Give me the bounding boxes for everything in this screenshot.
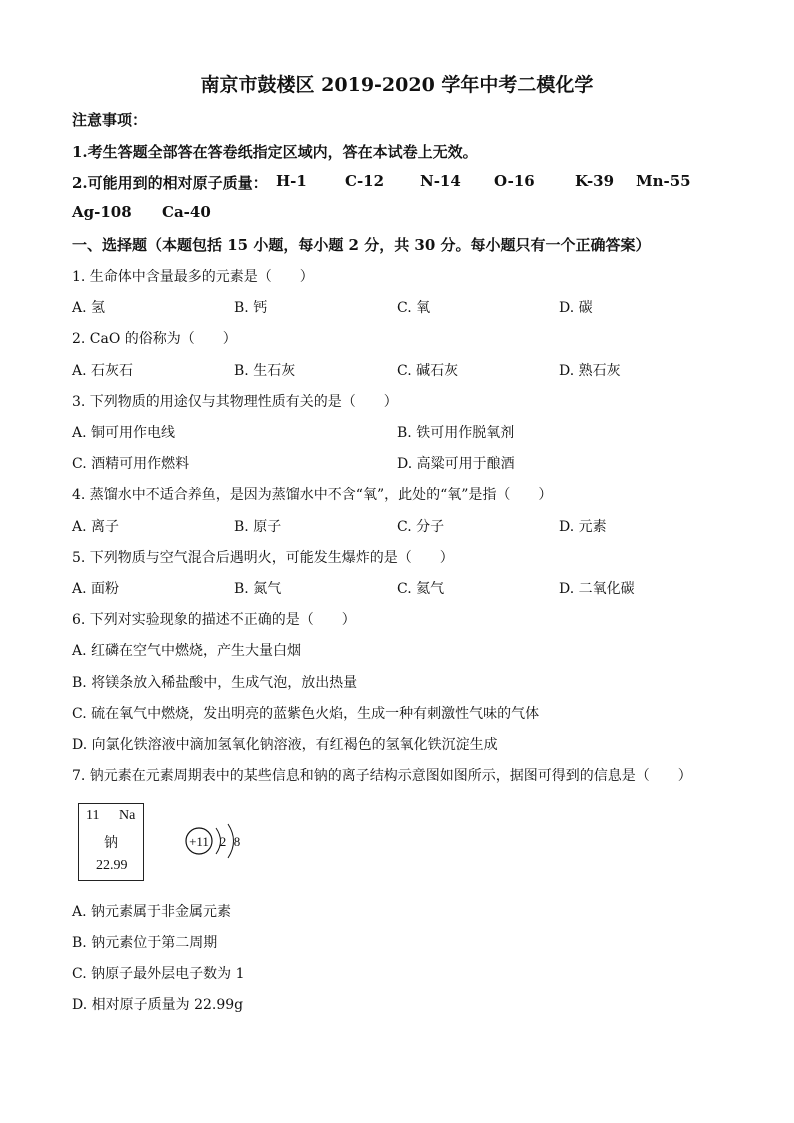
atomic-number: 11 [86, 808, 100, 823]
question-7-stem: 7. 钠元素在元素周期表中的某些信息和钠的离子结构示意图如图所示，据图可得到的信息是（ ） [72, 768, 692, 784]
question-2-options [72, 360, 732, 380]
question-4-stem: 4. 蒸馏水中不适合养鱼，是因为蒸馏水中不含“氧”，此处的“氧”是指（ ） [72, 487, 553, 503]
page-title: 南京市鼓楼区 2019-2020 学年中考二模化学 [200, 74, 594, 96]
question-6-stem: 6. 下列对实验现象的描述不正确的是（ ） [72, 612, 356, 628]
shell-2-electrons: 8 [233, 834, 241, 849]
mass-mn: Mn-55 [636, 172, 691, 190]
option-c: C. 硫在氧气中燃烧，发出明亮的蓝紫色火焰，生成一种有刺激性气味的气体 [72, 706, 540, 722]
option-b: B. 铁可用作脱氧剂 [397, 425, 515, 441]
option-d: D. 向氯化铁溶液中滴加氢氧化钠溶液，有红褐色的氢氧化铁沉淀生成 [72, 737, 498, 753]
question-3-options-row1 [72, 422, 732, 442]
option-a: A. 离子 [72, 519, 120, 535]
question-3-stem: 3. 下列物质的用途仅与其物理性质有关的是（ ） [72, 394, 398, 410]
option-c: C. 分子 [397, 519, 445, 535]
option-d: D. 元素 [559, 519, 607, 535]
option-a: A. 钠元素属于非金属元素 [72, 904, 232, 920]
notes-heading: 注意事项： [72, 111, 148, 129]
mass-ca: Ca-40 [162, 203, 211, 221]
shell-1-electrons: 2 [219, 834, 227, 849]
question-1-stem: 1. 生命体中含量最多的元素是（ ） [72, 269, 314, 285]
option-c: C. 钠原子最外层电子数为 1 [72, 966, 245, 982]
option-b: B. 钙 [234, 300, 268, 316]
question-4-options [72, 516, 732, 536]
option-d: D. 碳 [559, 300, 593, 316]
option-d: D. 熟石灰 [559, 363, 621, 379]
option-b: B. 氮气 [234, 581, 282, 597]
option-c: C. 氦气 [397, 581, 445, 597]
option-b: B. 钠元素位于第二周期 [72, 935, 218, 951]
electron-shell-arc-2 [228, 824, 234, 858]
nucleus-charge: +11 [189, 834, 209, 849]
mass-h: H-1 [276, 172, 307, 190]
option-b: B. 原子 [234, 519, 282, 535]
notes-line-1: 1.考生答题全部答在答卷纸指定区域内，答在本试卷上无效。 [72, 143, 478, 161]
sodium-element-card [78, 803, 144, 881]
question-1-options [72, 297, 732, 317]
option-d: D. 二氧化碳 [559, 581, 635, 597]
question-5-options [72, 578, 732, 598]
option-a: A. 石灰石 [72, 363, 134, 379]
mass-k: K-39 [575, 172, 615, 190]
option-c: C. 碱石灰 [397, 363, 459, 379]
mass-c: C-12 [345, 172, 385, 190]
atomic-mass: 22.99 [96, 858, 128, 873]
question-3-options-row2 [72, 453, 732, 473]
mass-o: O-16 [494, 172, 535, 190]
option-d: D. 相对原子质量为 22.99g [72, 997, 244, 1013]
option-b: B. 将镁条放入稀盐酸中，生成气泡，放出热量 [72, 675, 358, 691]
option-a: A. 铜可用作电线 [72, 425, 176, 441]
section-heading: 一、选择题（本题包括 15 小题，每小题 2 分，共 30 分。每小题只有一个正确答案） [72, 236, 651, 254]
question-2-stem: 2. CaO 的俗称为（ ） [72, 331, 237, 347]
option-c: C. 氧 [397, 300, 431, 316]
option-a: A. 氢 [72, 300, 106, 316]
option-b: B. 生石灰 [234, 363, 296, 379]
sodium-ion-structure-diagram [180, 820, 250, 864]
mass-ag: Ag-108 [72, 203, 132, 221]
element-symbol: Na [119, 808, 136, 823]
option-a: A. 面粉 [72, 581, 120, 597]
option-d: D. 高粱可用于酿酒 [397, 456, 515, 472]
option-a: A. 红磷在空气中燃烧，产生大量白烟 [72, 643, 302, 659]
notes-line-2-label: 2.可能用到的相对原子质量： [72, 174, 268, 192]
element-name: 钠 [104, 835, 118, 851]
mass-n: N-14 [420, 172, 461, 190]
question-5-stem: 5. 下列物质与空气混合后遇明火，可能发生爆炸的是（ ） [72, 550, 454, 566]
option-c: C. 酒精可用作燃料 [72, 456, 190, 472]
